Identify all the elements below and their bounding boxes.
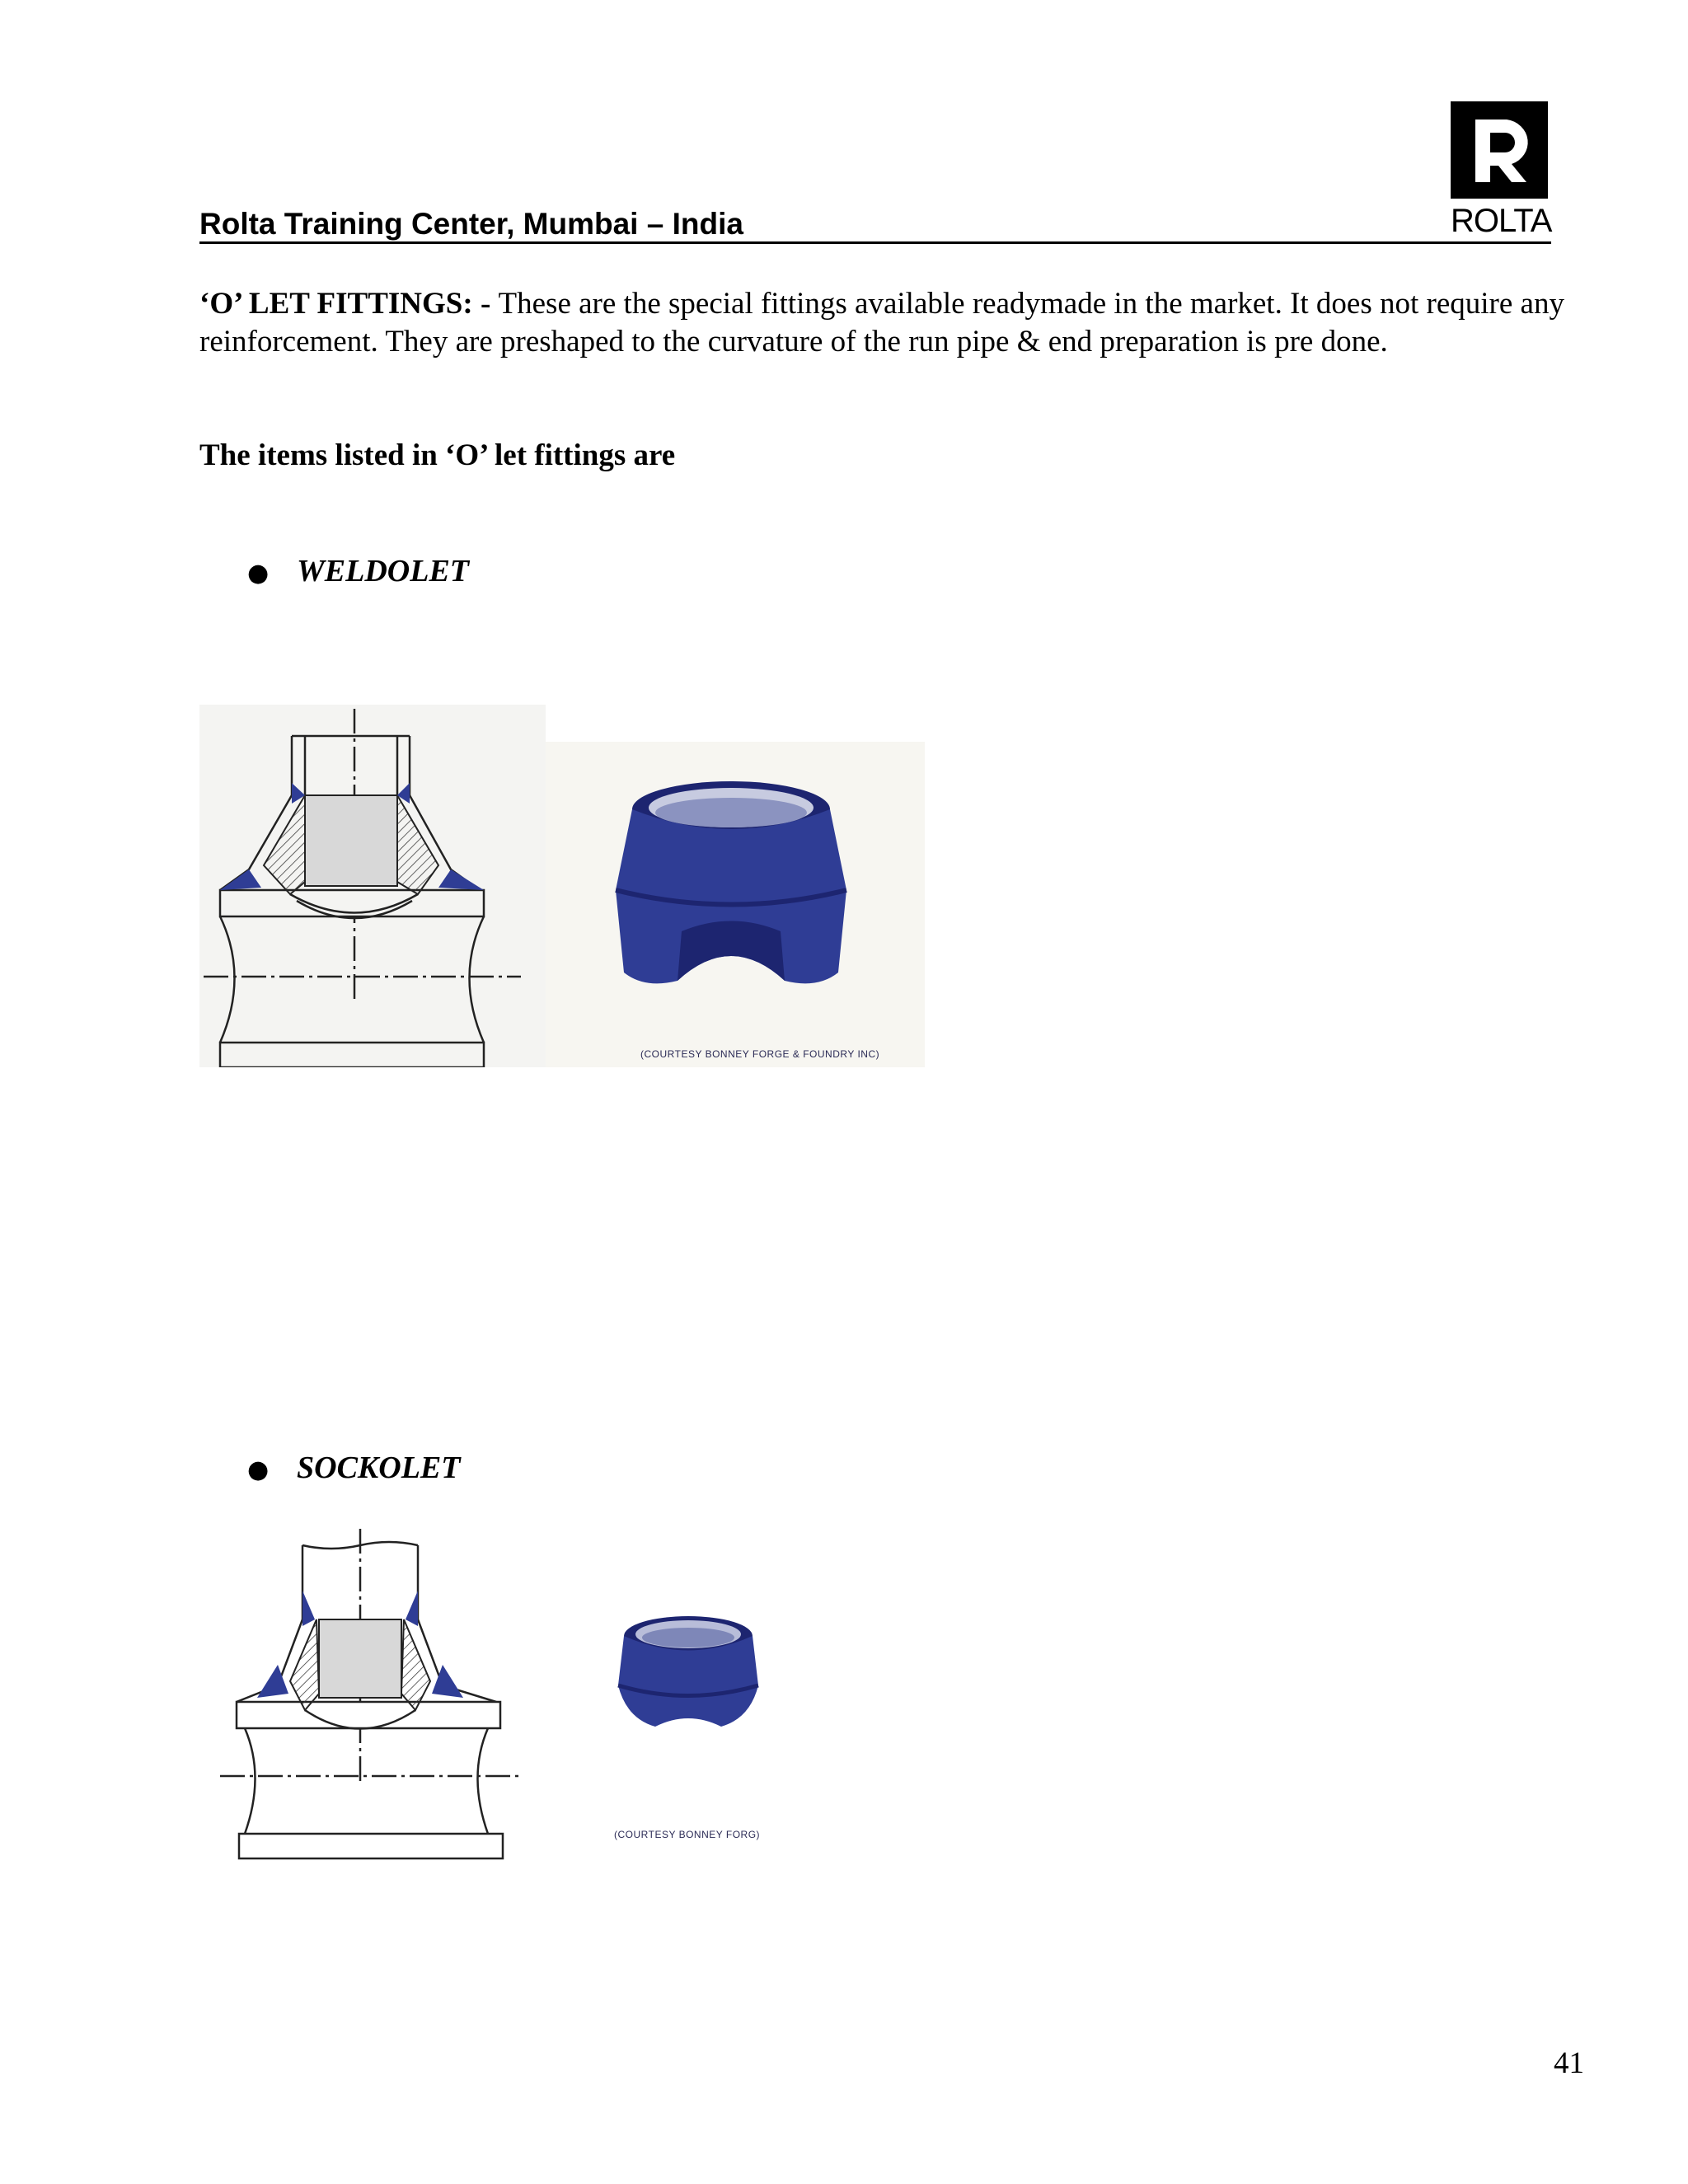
items-heading: The items listed in ‘O’ let fittings are [199, 438, 676, 472]
rolta-logo-text: ROLTA [1451, 203, 1552, 239]
item-label: WELDOLET [297, 554, 469, 588]
header-divider [199, 241, 1551, 244]
bullet-icon: ● [247, 1455, 270, 1484]
rolta-logo-mark [1451, 101, 1548, 199]
list-item-weldolet [247, 552, 469, 593]
weldolet-photo-caption: (COURTESY BONNEY FORGE & FOUNDRY INC) [640, 1048, 880, 1060]
weldolet-section-drawing [199, 705, 546, 1071]
item-label: SOCKOLET [297, 1451, 461, 1485]
rolta-logo [1451, 101, 1551, 237]
sockolet-photo-caption: (COURTESY BONNEY FORG) [614, 1829, 761, 1840]
intro-paragraph [199, 285, 1584, 361]
sockolet-photo [602, 1603, 775, 1840]
bullet-icon: ● [247, 559, 270, 588]
intro-body: These are the special fittings available readymade in the market. It does not require any reinforcement. They are preshaped to the curvature of the run pipe & end preparation is pre done. [199, 287, 1564, 359]
list-item-sockolet [247, 1449, 460, 1489]
page-header-title: Rolta Training Center, Mumbai – India [199, 207, 743, 241]
weldolet-photo [546, 742, 925, 1071]
sockolet-section-drawing [216, 1529, 529, 1879]
page-number: 41 [1554, 2046, 1584, 2080]
intro-lead: ‘O’ LET FITTINGS: - [199, 287, 499, 321]
